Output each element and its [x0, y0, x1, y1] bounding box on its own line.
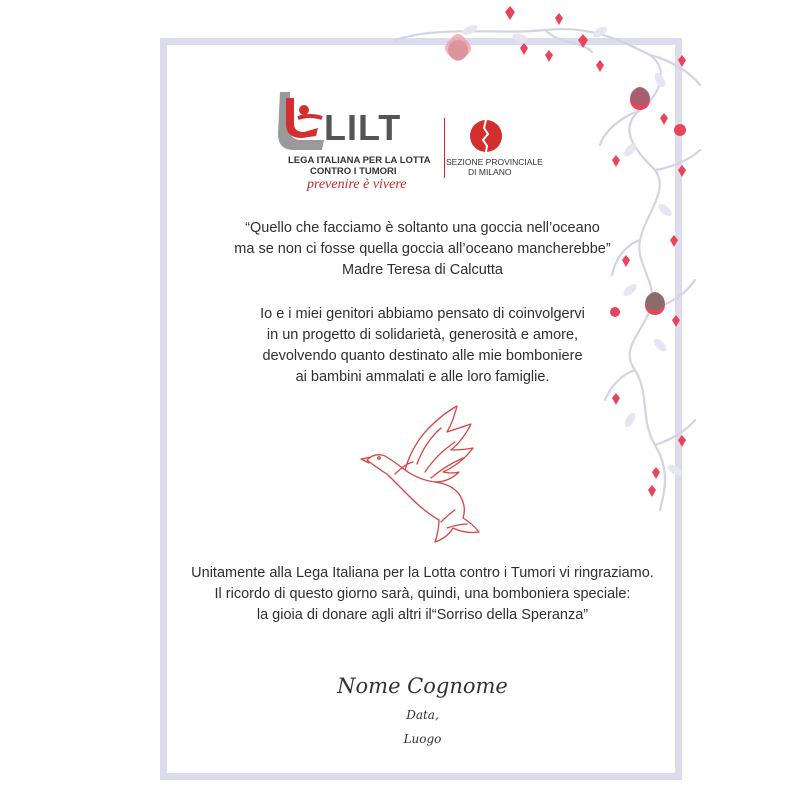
quote-line: “Quello che facciamo è soltanto una goccia nell’oceano [245, 220, 600, 236]
lilt-logo [272, 88, 543, 192]
logo-separator [444, 118, 445, 178]
thanks-block [170, 563, 675, 626]
logo-org-line1: LEGA ITALIANA PER LA LOTTA [288, 155, 431, 166]
message-line: devolvendo quanto destinato alle mie bomboniere [262, 348, 583, 364]
quote-line: ma se non ci fosse quella goccia all’oceano mancherebbe” [234, 241, 611, 257]
message-block [170, 304, 675, 388]
thanks-line: la gioia di donare agli altri il“Sorriso della Speranza” [256, 607, 589, 623]
logo-name: LILT [324, 107, 402, 148]
dove-icon [355, 402, 485, 552]
quote-block [170, 218, 675, 281]
signature-place: Luogo [403, 732, 442, 746]
thanks-line: Unitamente alla Lega Italiana per la Lotta contro i Tumori vi ringraziamo. [191, 565, 654, 581]
section-name-line2: DI MILANO [468, 167, 512, 177]
message-line: ai bambini ammalati e alle loro famiglie. [295, 369, 550, 385]
section-name-line1: SEZIONE PROVINCIALE [446, 157, 543, 167]
message-line: Io e i miei genitori abbiamo pensato di coinvolgervi [260, 306, 585, 322]
logo-org-line2: CONTRO I TUMORI [310, 166, 397, 177]
quote-author: Madre Teresa di Calcutta [342, 262, 503, 278]
milano-section-emblem-icon [468, 118, 504, 154]
lilt-ribbon-icon [272, 88, 332, 154]
thanks-line: Il ricordo di questo giorno sarà, quindi, una bomboniera speciale: [214, 586, 631, 602]
signature-date: Data, [406, 708, 439, 722]
logo-motto: prevenire è vivere [307, 177, 407, 192]
signature-name: Nome Cognome [337, 674, 508, 698]
message-line: in un progetto di solidarietà, generosità e amore, [266, 327, 579, 343]
